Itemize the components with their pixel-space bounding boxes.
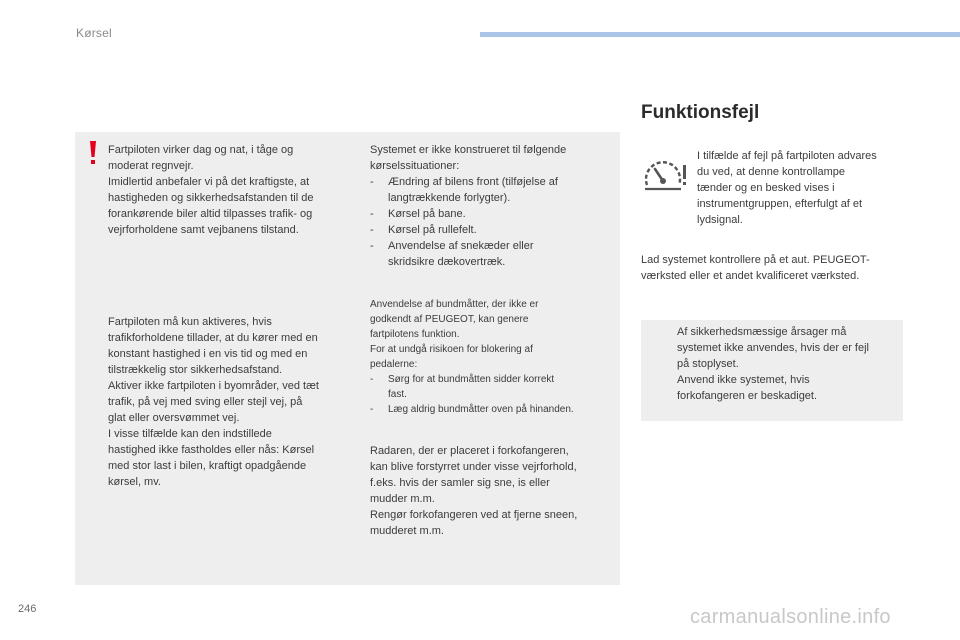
text-line: lydsignal.: [697, 214, 743, 226]
not-designed-for-text: [370, 142, 615, 270]
text-line: Aktiver ikke fartpiloten i byområder, ved tæt: [108, 380, 319, 392]
text-line: hastigheden og sikkerhedsafstanden til de: [108, 192, 314, 204]
cruise-control-fault-icon: [641, 155, 689, 195]
text-line: tilstrækkelig stor sikkerhedsafstand.: [108, 364, 283, 376]
text-line: mudderet m.m.: [370, 525, 444, 537]
text-line: Anvendelse af bundmåtter, der ikke er: [370, 299, 539, 310]
text-line: Af sikkerhedsmæssige årsager må: [677, 326, 847, 338]
text-line: hastighed ikke fastholdes eller nås: Kørsel: [108, 444, 315, 456]
activation-warning-text: [108, 314, 358, 490]
list-item: - Sørg for at bundmåtten sidder korrekt fast.: [370, 374, 555, 400]
text-line: konstant hastighed i en vis tid og med en: [108, 348, 308, 360]
fault-indicator-text: [697, 148, 907, 228]
text-line: f.eks. hvis der samler sig sne, is eller: [370, 477, 550, 489]
text-line: I visse tilfælde kan den indstillede: [108, 428, 272, 440]
text-line: vejrforholdene samt vejbanens tilstand.: [108, 224, 299, 236]
safety-warning-text: [677, 324, 899, 404]
text-line: Lad systemet kontrollere på et aut. PEUGEOT-: [641, 254, 870, 266]
floor-mats-list: [370, 372, 618, 417]
floor-mats-text: [370, 297, 618, 417]
text-line: mudder m.m.: [370, 493, 435, 505]
text-line: med stor last i bilen, kraftigt opadgående: [108, 460, 307, 472]
text-line: glat eller oversvømmet vej.: [108, 412, 240, 424]
workshop-check-text: [641, 252, 911, 284]
text-line: systemet ikke anvendes, hvis der er fejl: [677, 342, 869, 354]
chapter-accent-bar: [480, 32, 960, 37]
text-line: trafikforholdene tillader, at du kører med en: [108, 332, 318, 344]
section-title: Funktionsfejl: [641, 102, 760, 123]
text-line: fartpilotens funktion.: [370, 329, 460, 340]
chapter-title: Kørsel: [76, 26, 112, 40]
warning-exclamation-icon: [87, 140, 99, 166]
watermark: carmanualsonline.info: [690, 606, 891, 628]
text-line: på stoplyset.: [677, 358, 739, 370]
text-line: Fartpiloten må kun aktiveres, hvis: [108, 316, 272, 328]
text-line: kan blive forstyrret under visse vejrforhold,: [370, 461, 577, 473]
list-item: - Kørsel på rullefelt.: [370, 224, 477, 236]
list-item: - Ændring af bilens front (tilføjelse af langtrækkende forlygter).: [370, 176, 558, 204]
text-line: forkofangeren er beskadiget.: [677, 390, 818, 402]
situations-list: [370, 174, 615, 270]
text-line: Fartpiloten virker dag og nat, i tåge og: [108, 144, 294, 156]
text-line: trafik, på vej med sving eller stejl vej, på: [108, 396, 303, 408]
radar-text: [370, 443, 618, 539]
page-number: 246: [18, 603, 37, 615]
text-line: Systemet er ikke konstrueret til følgende: [370, 144, 567, 156]
text-line: For at undgå risikoen for blokering af: [370, 344, 533, 355]
text-line: tænder og en besked vises i: [697, 182, 835, 194]
text-line: kørselssituationer:: [370, 160, 460, 172]
list-item: - Læg aldrig bundmåtter oven på hinanden.: [370, 404, 574, 415]
text-line: instrumentgruppen, efterfulgt af et: [697, 198, 863, 210]
text-line: Radaren, der er placeret i forkofangeren,: [370, 445, 569, 457]
text-line: I tilfælde af fejl på fartpiloten advares: [697, 150, 877, 162]
text-line: forankørende biler altid tilpasses trafik- og: [108, 208, 313, 220]
text-line: værksted eller et andet kvalificeret værksted.: [641, 270, 860, 282]
list-item: - Anvendelse af snekæder eller skridsikre dækovertræk.: [370, 240, 534, 268]
text-line: godkendt af PEUGEOT, kan genere: [370, 314, 529, 325]
list-item: - Kørsel på bane.: [370, 208, 466, 220]
text-line: Anvend ikke systemet, hvis: [677, 374, 810, 386]
text-line: Imidlertid anbefaler vi på det kraftigste, at: [108, 176, 310, 188]
text-line: moderat regnvejr.: [108, 160, 194, 172]
text-line: kørsel, mv.: [108, 476, 161, 488]
text-line: du ved, at denne kontrollampe: [697, 166, 845, 178]
text-line: pedalerne:: [370, 359, 418, 370]
text-line: Rengør forkofangeren ved at fjerne sneen,: [370, 509, 578, 521]
cruise-conditions-text: [108, 142, 358, 238]
